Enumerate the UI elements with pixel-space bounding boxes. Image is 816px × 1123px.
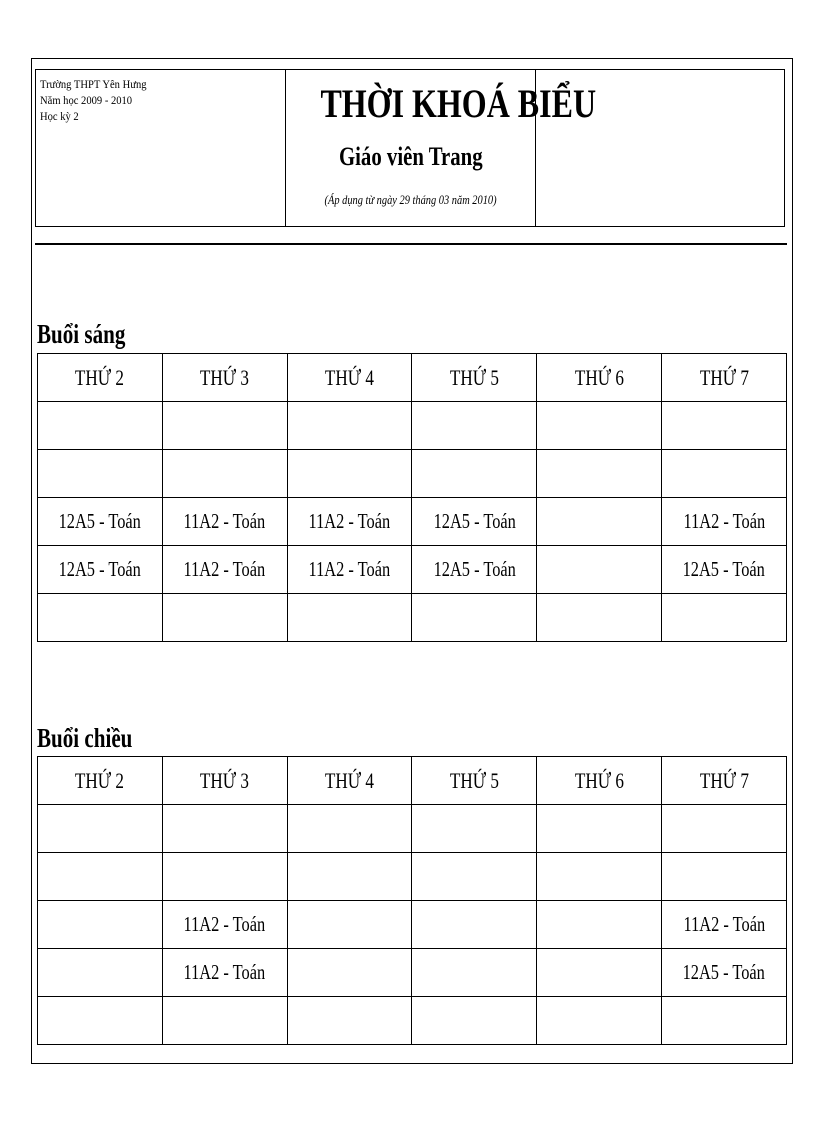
semester: Học kỳ 2 (40, 109, 79, 123)
lesson-cell (537, 997, 662, 1045)
lesson-cell: 11A2 - Toán (162, 901, 287, 949)
lesson-cell (287, 949, 412, 997)
applied-date-note: (Áp dụng từ ngày 29 tháng 03 năm 2010) (324, 192, 497, 207)
lesson-cell (537, 546, 662, 594)
lesson-cell (287, 853, 412, 901)
lesson-cell (412, 805, 537, 853)
lesson-cell (287, 402, 412, 450)
lesson-cell (38, 901, 163, 949)
table-row (38, 853, 787, 901)
table-row (38, 594, 787, 642)
lesson-cell (662, 853, 787, 901)
day-header: THỨ 2 (38, 757, 163, 805)
title-block (286, 70, 597, 226)
lesson-cell: 11A2 - Toán (162, 498, 287, 546)
lesson-cell (38, 853, 163, 901)
day-header: THỨ 2 (38, 354, 163, 402)
lesson-cell (537, 805, 662, 853)
day-header: THỨ 6 (537, 757, 662, 805)
school-info (36, 70, 286, 226)
lesson-cell (162, 805, 287, 853)
lesson-cell (38, 997, 163, 1045)
table-row (38, 997, 787, 1045)
lesson-cell (287, 997, 412, 1045)
school-year: Năm học 2009 - 2010 (40, 93, 133, 107)
day-header: THỨ 5 (412, 354, 537, 402)
lesson-cell (662, 997, 787, 1045)
lesson-cell: 11A2 - Toán (662, 901, 787, 949)
lesson-cell (162, 450, 287, 498)
lesson-cell (38, 594, 163, 642)
lesson-cell: 11A2 - Toán (162, 949, 287, 997)
day-header: THỨ 5 (412, 757, 537, 805)
table-row (38, 498, 787, 546)
day-header: THỨ 3 (162, 757, 287, 805)
lesson-cell: 12A5 - Toán (662, 949, 787, 997)
afternoon-section-title: Buổi chiều (37, 723, 133, 753)
table-row (38, 546, 787, 594)
morning-timetable (37, 353, 787, 642)
lesson-cell (38, 450, 163, 498)
lesson-cell (162, 402, 287, 450)
lesson-cell (537, 594, 662, 642)
lesson-cell (537, 450, 662, 498)
lesson-cell (537, 498, 662, 546)
lesson-cell (537, 949, 662, 997)
lesson-cell (287, 901, 412, 949)
lesson-cell (537, 901, 662, 949)
lesson-cell (662, 805, 787, 853)
lesson-cell: 12A5 - Toán (412, 546, 537, 594)
lesson-cell (537, 853, 662, 901)
day-header: THỨ 6 (537, 354, 662, 402)
day-header: THỨ 3 (162, 354, 287, 402)
lesson-cell (287, 450, 412, 498)
teacher-name: Giáo viên Trang (338, 142, 483, 171)
day-header: THỨ 4 (287, 354, 412, 402)
lesson-cell (38, 805, 163, 853)
header-box (35, 69, 785, 227)
day-header: THỨ 4 (287, 757, 412, 805)
lesson-cell: 11A2 - Toán (287, 498, 412, 546)
header-divider (35, 243, 787, 245)
lesson-cell (162, 997, 287, 1045)
lesson-cell (38, 402, 163, 450)
lesson-cell: 12A5 - Toán (662, 546, 787, 594)
header-row (38, 354, 787, 402)
lesson-cell: 12A5 - Toán (38, 498, 163, 546)
lesson-cell (412, 853, 537, 901)
afternoon-timetable (37, 756, 787, 1045)
lesson-cell (38, 949, 163, 997)
lesson-cell (412, 901, 537, 949)
lesson-cell (412, 997, 537, 1045)
lesson-cell: 11A2 - Toán (287, 546, 412, 594)
school-name: Trường THPT Yên Hưng (40, 77, 147, 91)
table-row (38, 901, 787, 949)
lesson-cell (662, 402, 787, 450)
lesson-cell: 11A2 - Toán (662, 498, 787, 546)
lesson-cell (287, 594, 412, 642)
document-title: THỜI KHOÁ BIỂU (320, 81, 597, 126)
table-row (38, 805, 787, 853)
lesson-cell (287, 805, 412, 853)
table-row (38, 402, 787, 450)
day-header: THỨ 7 (662, 354, 787, 402)
lesson-cell (537, 402, 662, 450)
day-header: THỨ 7 (662, 757, 787, 805)
lesson-cell: 11A2 - Toán (162, 546, 287, 594)
lesson-cell (662, 450, 787, 498)
lesson-cell (412, 594, 537, 642)
lesson-cell: 12A5 - Toán (38, 546, 163, 594)
lesson-cell (662, 594, 787, 642)
lesson-cell: 12A5 - Toán (412, 498, 537, 546)
lesson-cell (162, 853, 287, 901)
table-row (38, 949, 787, 997)
lesson-cell (412, 402, 537, 450)
lesson-cell (162, 594, 287, 642)
header-row (38, 757, 787, 805)
lesson-cell (412, 949, 537, 997)
lesson-cell (412, 450, 537, 498)
morning-section-title: Buổi sáng (37, 319, 126, 349)
table-row (38, 450, 787, 498)
